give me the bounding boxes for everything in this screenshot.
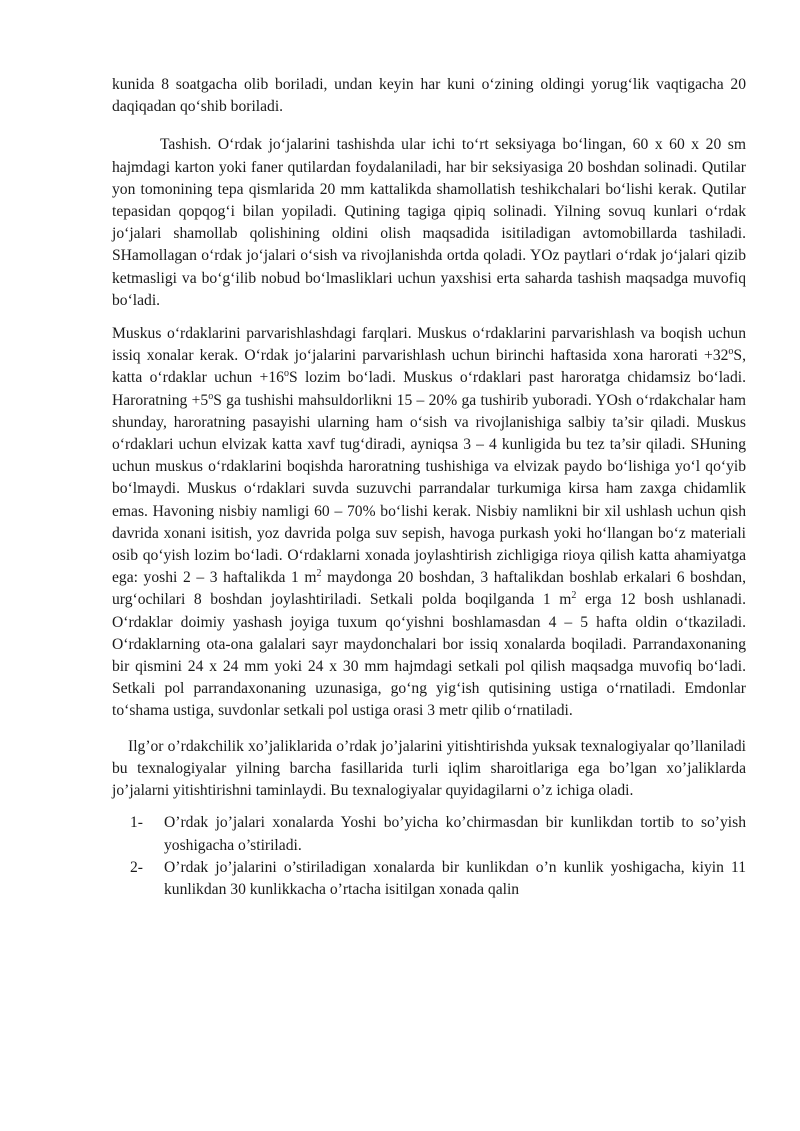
text-segment: Muskus o‘rdaklarini parvarishlashdagi farqlari. Muskus o‘rdaklarini parvarishlash va boqish uchun issiq xonalar kerak. O‘rdak jo‘jalarini parvarishlash uchun birinchi haftasida xona harorati +32 [112,325,746,365]
technology-list [112,812,746,901]
text-segment: S, katta o‘rdaklar uchun +16 [112,347,746,387]
list-item-text: O’rdak jo’jalarini o’stiriladigan xonalarda bir kunlikdan o’n kunlik yoshigacha, kiyin 11 kunlikdan 30 kunlikkacha o’rtacha isitilgan xonada qalin [164,858,746,898]
degree-superscript: o [728,346,734,358]
text-segment: S ga tushishi mahsuldorlikni 15 – 20% ga tushirib yuboradi. YOsh o‘rdakchalar ham shunday, haroratning pasayishi ularning ham o‘sish va rivojlanishiga salbiy ta’sir qiladi. Muskus o‘rdaklari uchun elvizak katta xavf tug‘diradi, ayniqsa 3 – 4 kunligida bu tez ta’sir qiladi. SHuning uchun muskus o‘rdaklarini boqishda haroratning tushishiga va elvizak paydo bo‘lishiga yo‘l qo‘yib bo‘lmaydi. Muskus o‘rdaklari suvda suzuvchi parrandalar turkumiga kirsa ham zaxga chidamlik emas. Havoning nisbiy namligi 60 – 70% bo‘lishi kerak. Nisbiy namlikni bir xil ushlash uchun qish davrida xonani isitish, yoz davrida polga suv sepish, havoga purkash yoki ho‘llangan bo‘z materiali osib qo‘yish lozim bo‘ladi. O‘rdaklarni xonada joylashtirish zichligiga rioya qilish katta ahamiyatga ega: yoshi 2 – 3 haftalikda 1 m [112,391,746,587]
list-item [112,812,746,856]
square-superscript: 2 [571,590,577,602]
list-item-number: 1- [130,814,143,832]
text-segment: S lozim bo‘ladi. Muskus o‘rdaklari past haroratga chidamsiz bo‘ladi. Haroratning +5 [112,369,747,409]
paragraph-muscovy-ducks [112,323,746,723]
square-superscript: 2 [316,568,322,580]
document-page [112,74,746,901]
paragraph-lighting-continuation: kunida 8 soatgacha olib boriladi, undan keyin har kuni o‘zining oldingi yorug‘lik vaqtigacha 20 daqiqadan qo‘shib boriladi. [112,76,746,116]
list-item [112,857,746,901]
text-segment: maydonga 20 boshdan, 3 haftalikdan boshlab erkalari 6 boshdan, urg‘ochilari 8 boshdan joylashtiriladi. Setkali polda boqilganda 1 m [112,569,746,609]
degree-superscript: o [283,368,289,380]
degree-superscript: o [208,390,214,402]
paragraph-technologies: Ilg’or o’rdakchilik xo’jaliklarida o’rdak jo’jalarini yitishtirishda yuksak texnalogiyalar qo’llaniladi bu texnalogiyalar yilning barcha fasillarida turli iqlim sharoitlariga ega bo’lgan xo’jaliklarda jo’jalarni yitishtirishni taminlaydi. Bu texnalogiyalar quyidagilarni o’z ichiga oladi. [112,737,746,800]
list-item-text: O’rdak jo’jalari xonalarda Yoshi bo’yicha ko’chirmasdan bir kunlikdan tortib to so’yish yoshigacha o’stiriladi. [164,814,746,854]
paragraph-transport: Tashish. O‘rdak jo‘jalarini tashishda ular ichi to‘rt seksiyaga bo‘lingan, 60 x 60 x 20 sm hajmdagi karton yoki faner qutilardan foydalaniladi, har bir seksiyasiga 20 boshdan solinadi. Qutilar yon tomonining tepa qismlarida 20 mm kattalikda shamollatish teshikchalari bo‘lishi kerak. Qutilar tepasidan qopqog‘i bilan yopiladi. Qutining tagiga qipiq solinadi. Yilning sovuq kunlari o‘rdak jo‘jalari shamollab qolishining oldini olish maqsadida isitiladigan avtomobillarda tashiladi. SHamollagan o‘rdak jo‘jalari o‘sish va rivojlanishda ortda qoladi. YOz paytlari o‘rdak jo‘jalari qizib ketmasligi va bo‘g‘ilib nobud bo‘lmasliklari uchun yaxshisi erta saharda tashish maqsadga muvofiq bo‘ladi. [112,136,746,309]
text-segment: erga 12 bosh ushlanadi. O‘rdaklar doimiy yashash joyiga tuxum qo‘yishni boshlamasdan 4 – 5 hafta oldin o‘tkaziladi. O‘rdaklarning ota-ona galalari sayr maydonchalari bor issiq xonalarda boqiladi. Parrandaxonaning bir qismini 24 x 24 mm yoki 24 x 30 mm hajmdagi setkali pol qilish maqsadga muvofiq bo‘ladi. Setkali pol parrandaxonaning uzunasiga, go‘ng yig‘ish qutisining ustiga o‘rnatiladi. Emdonlar to‘shama ustiga, suvdonlar setkali pol ustiga orasi 3 metr qilib o‘rnatiladi. [112,591,747,720]
list-item-number: 2- [130,858,143,876]
